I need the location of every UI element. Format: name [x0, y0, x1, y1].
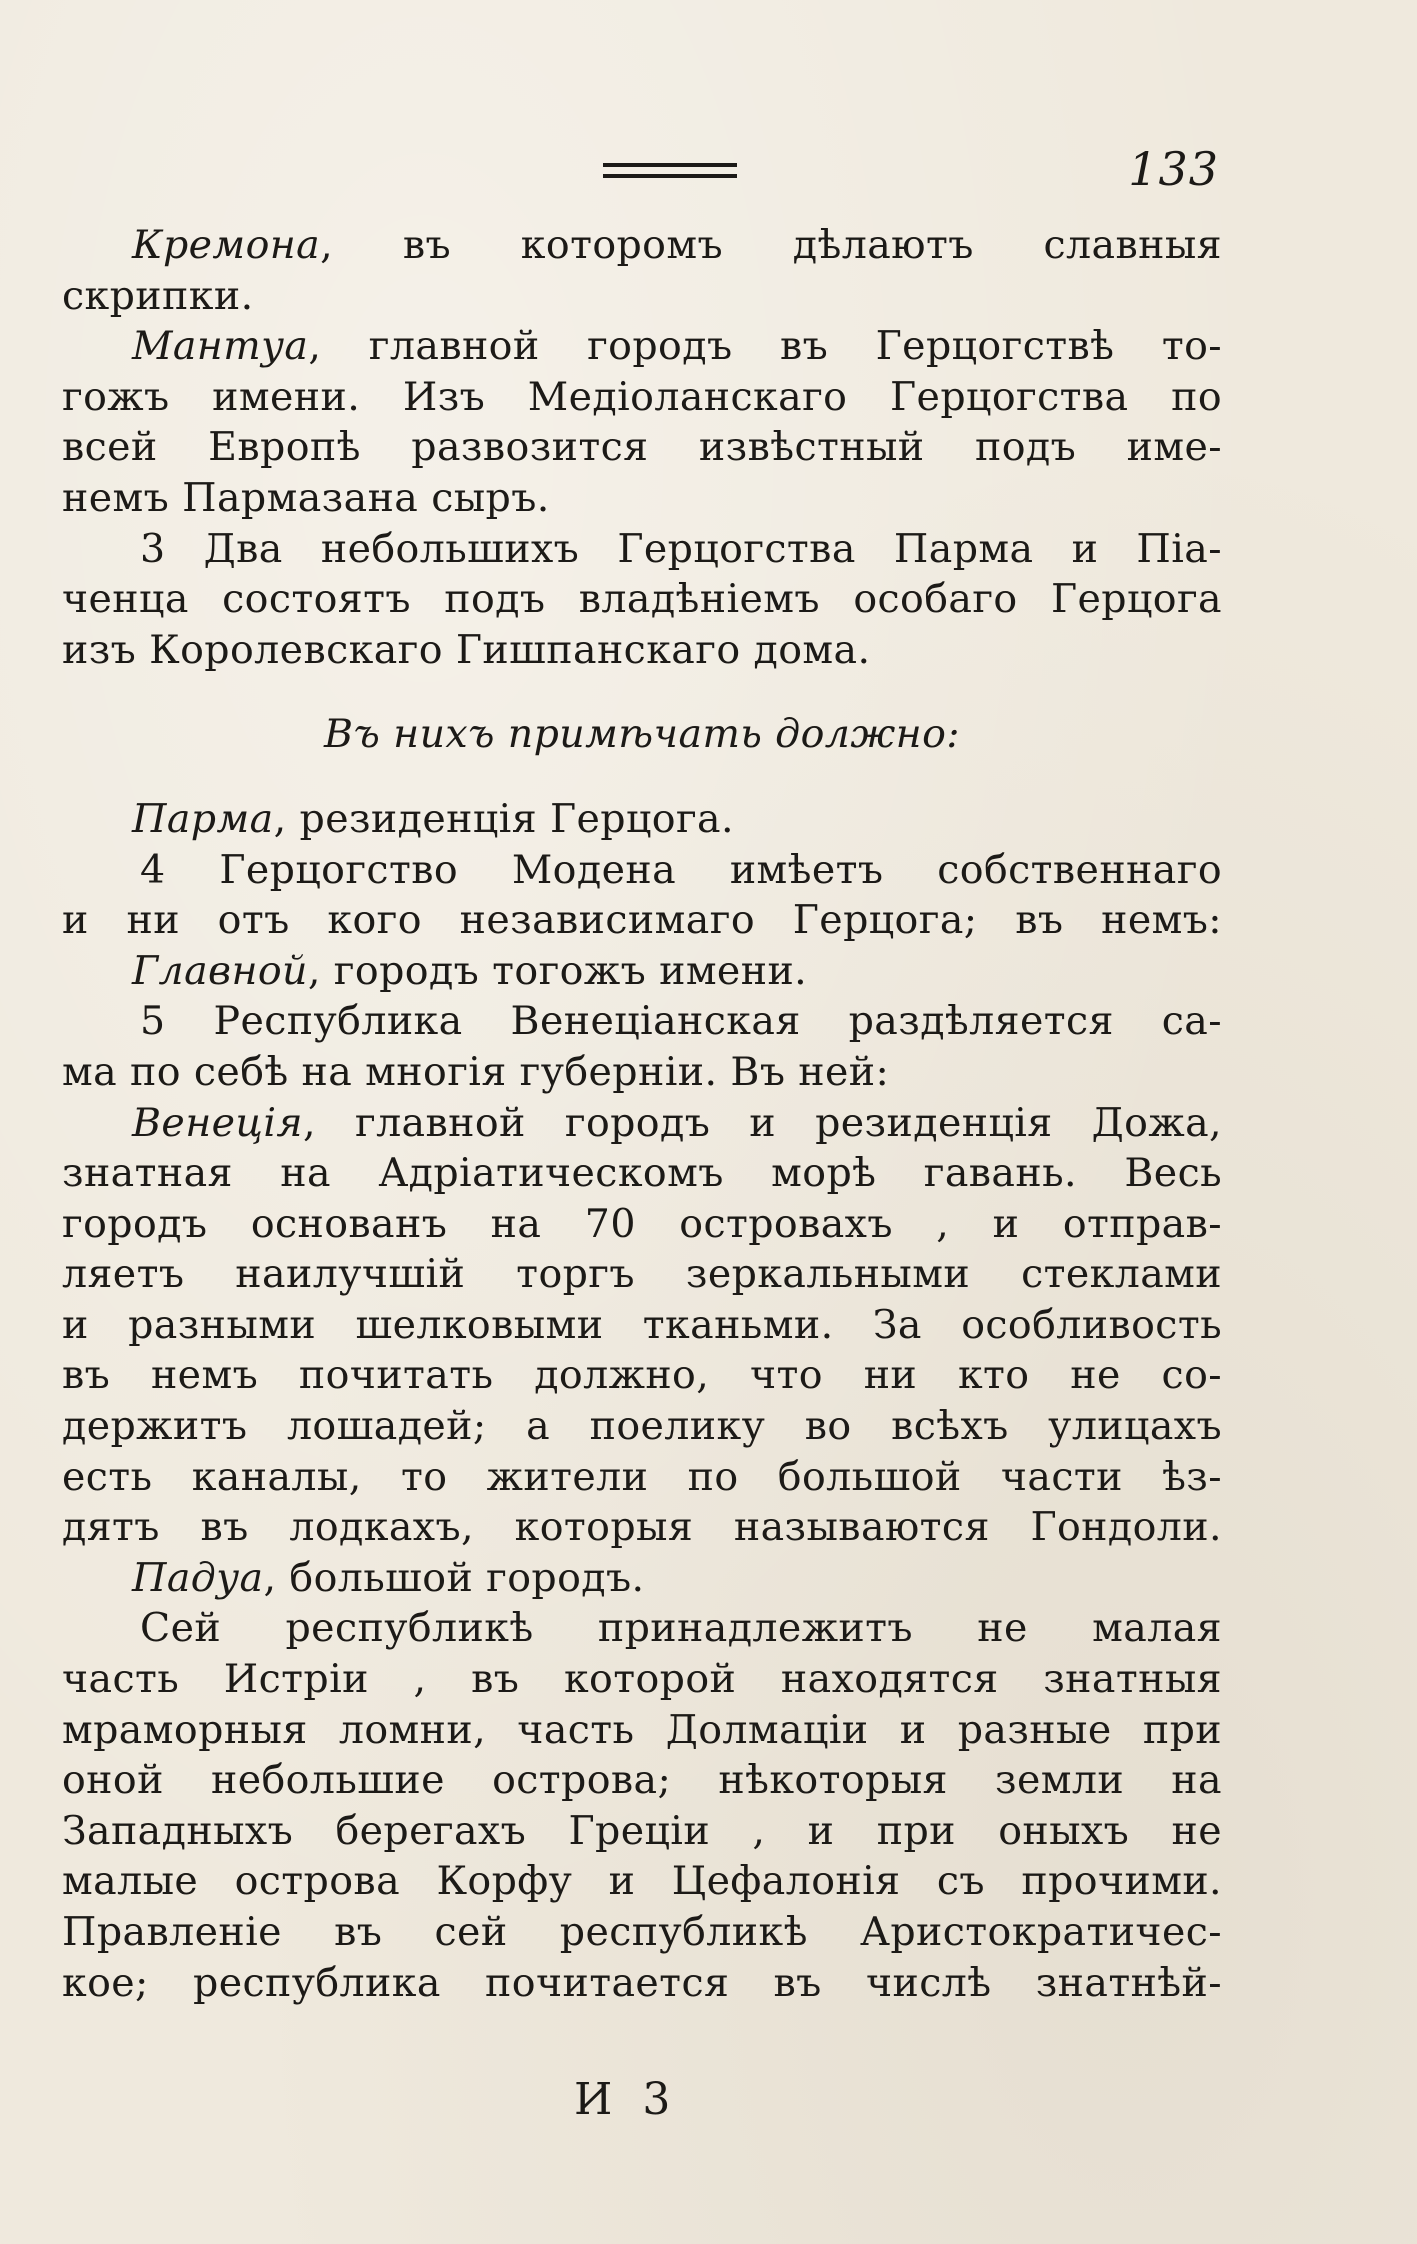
- text-line: [62, 321, 1222, 372]
- line-text: , резиденція Герцога.: [273, 795, 734, 842]
- line-text: знатная на Адріатическомъ морѣ гавань. Весь: [62, 1150, 1222, 1197]
- text-line: [62, 372, 1222, 423]
- running-head: [0, 142, 1417, 208]
- text-line: [62, 1705, 1222, 1756]
- text-line: [62, 1603, 1222, 1654]
- line-text: , большой городъ.: [263, 1554, 645, 1601]
- text-line: [62, 1148, 1222, 1199]
- line-text: часть Истріи , въ которой находятся знатныя: [62, 1656, 1222, 1703]
- text-line: [62, 1350, 1222, 1401]
- line-text: ма по себѣ на многія губерніи. Въ ней:: [62, 1048, 890, 1095]
- line-text: 4 Герцогство Модена имѣетъ собственнаго: [140, 846, 1222, 893]
- printer-signature-mark: И 3: [574, 2074, 679, 2125]
- header-double-rule: [603, 163, 737, 178]
- line-text: Сей республикѣ принадлежитъ не малая: [140, 1605, 1222, 1652]
- text-line: [62, 1502, 1222, 1553]
- text-line: [62, 1806, 1222, 1857]
- line-text: 3 Два небольшихъ Герцогства Парма и Піа-: [140, 525, 1222, 572]
- text-line: [62, 1755, 1222, 1806]
- line-text: мраморныя ломни, часть Долмаціи и разные при: [62, 1706, 1222, 1753]
- line-text: ляетъ наилучшій торгъ зеркальными стеклами: [62, 1251, 1222, 1298]
- italic-place-name: Мантуа: [132, 323, 309, 370]
- line-text: дятъ въ лодкахъ, которыя называются Гондоли.: [62, 1504, 1222, 1551]
- page-number: 133: [1128, 142, 1219, 196]
- line-text: , въ которомъ дѣлаютъ славныя: [320, 222, 1222, 268]
- line-text: и разными шелковыми тканьми. За особливость: [62, 1301, 1222, 1348]
- text-line: [62, 1401, 1222, 1452]
- line-text: оной небольшие острова; нѣкоторыя земли на: [62, 1757, 1222, 1804]
- line-text: въ немъ почитать должно, что ни кто не со-: [62, 1352, 1222, 1399]
- text-line: [62, 1047, 1222, 1098]
- line-text: Въ нихъ примѣчать должно:: [324, 711, 960, 758]
- line-text: держитъ лошадей; а поелику во всѣхъ улицахъ: [62, 1403, 1222, 1450]
- line-text: скрипки.: [62, 272, 254, 319]
- text-line: [62, 1553, 1222, 1604]
- text-line: [62, 1654, 1222, 1705]
- text-line: [62, 1907, 1222, 1958]
- text-line: [62, 946, 1222, 997]
- text-line: [62, 271, 1222, 322]
- italic-place-name: Падуа: [132, 1554, 264, 1601]
- text-line: [62, 1199, 1222, 1250]
- text-line: [62, 220, 1222, 271]
- text-line: [62, 574, 1222, 625]
- text-line: [62, 794, 1222, 845]
- text-line: [62, 845, 1222, 896]
- italic-place-name: Главной: [132, 947, 308, 994]
- text-line: [62, 1452, 1222, 1503]
- line-text: есть каналы, то жители по большой части ѣз-: [62, 1453, 1222, 1500]
- line-text: , городъ тогожъ имени.: [307, 947, 808, 994]
- line-text: гожъ имени. Изъ Медіоланскаго Герцогства по: [62, 373, 1222, 420]
- line-text: малые острова Корфу и Цефалонія съ прочими.: [62, 1858, 1222, 1905]
- text-line: [62, 996, 1222, 1047]
- line-text: ченца состоятъ подъ владѣніемъ особаго Герцога: [62, 576, 1222, 623]
- text-line: [62, 524, 1222, 575]
- line-text: немъ Пармазана сыръ.: [62, 474, 550, 521]
- text-line: [62, 709, 1222, 760]
- line-text: , главной городъ въ Герцогствѣ то-: [308, 323, 1222, 370]
- text-line: [62, 422, 1222, 473]
- line-text: кое; республика почитается въ числѣ знатнѣй-: [62, 1959, 1222, 2006]
- italic-place-name: Парма: [132, 795, 274, 842]
- text-line: [62, 1249, 1222, 1300]
- text-line: [62, 1098, 1222, 1149]
- line-text: Правленіе въ сей республикѣ Аристократичес-: [62, 1909, 1222, 1955]
- text-line: [62, 1300, 1222, 1351]
- line-text: и ни отъ кого независимаго Герцога; въ немъ:: [62, 897, 1222, 944]
- text-line: [62, 1958, 1222, 2009]
- line-text: , главной городъ и резиденція Дожа,: [302, 1099, 1222, 1146]
- line-text: всей Европѣ развозится извѣстный подъ име-: [62, 424, 1222, 471]
- line-text: 5 Республика Венеціанская раздѣляется са-: [140, 998, 1222, 1045]
- italic-place-name: Кремона: [132, 222, 321, 268]
- line-text: изъ Королевскаго Гишпанскаго дома.: [62, 626, 871, 673]
- text-line: [62, 1856, 1222, 1907]
- line-text: городъ основанъ на 70 островахъ , и отправ-: [62, 1200, 1222, 1247]
- text-line: [62, 895, 1222, 946]
- italic-place-name: Венеція: [132, 1099, 303, 1146]
- line-text: Западныхъ берегахъ Греціи , и при оныхъ не: [62, 1807, 1222, 1854]
- body-text: [62, 220, 1222, 2008]
- text-line: [62, 473, 1222, 524]
- text-line: [62, 625, 1222, 676]
